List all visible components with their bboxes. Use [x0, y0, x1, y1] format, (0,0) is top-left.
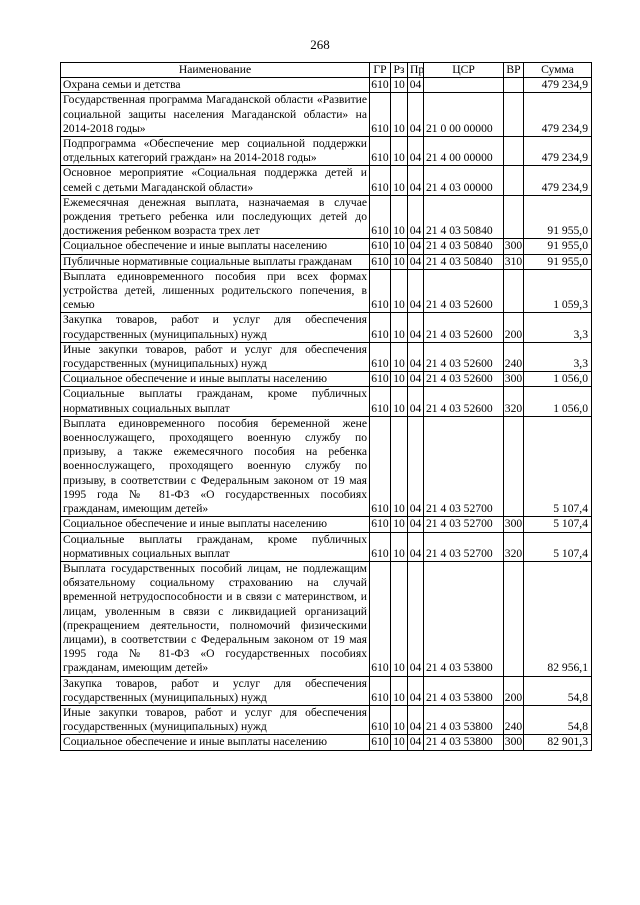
- cell-vr: 300: [504, 372, 523, 386]
- cell-name: Социальное обеспечение и иные выплаты населению: [61, 735, 370, 750]
- cell-sum: 54,8: [524, 676, 592, 705]
- cell-rz: 10: [391, 532, 408, 561]
- cell-rz: 10: [391, 735, 408, 750]
- cell-vr: 240: [504, 705, 524, 734]
- cell-vr: 300: [504, 517, 523, 531]
- cell-gr: 610: [370, 342, 391, 371]
- cell-gr: 610: [370, 532, 391, 561]
- table-row: [61, 78, 592, 93]
- cell-name: Выплата единовременного пособия при всех формах устройства детей, лишенных родительского попечения, в семью: [61, 269, 370, 313]
- cell-vr: [504, 137, 524, 166]
- cell-name: Выплата единовременного пособия беременной жене военнослужащего, проходящего военную службу по призыву, а также ежемесячного пособия на ребенка военнослужащего, проходящего военную службу по призыву, в соответствии с Федеральным законом от 19 мая 1995 года № 81-ФЗ «О государственных пособиях гражданам, имеющим детей»: [61, 416, 370, 516]
- cell-gr: 610: [370, 93, 391, 137]
- cell-csr: 21 4 03 50840: [424, 254, 504, 269]
- cell-rz: 10: [391, 137, 408, 166]
- cell-gr: 610: [371, 78, 389, 92]
- cell-sum: 479 234,9: [524, 137, 592, 166]
- table-row: [61, 93, 592, 137]
- cell-vr: 310: [504, 254, 523, 268]
- cell-csr: 21 4 03 52600: [424, 313, 504, 342]
- cell-sum: 5 107,4: [524, 517, 592, 532]
- cell-rz: 10: [391, 269, 408, 313]
- table-row: [61, 705, 592, 734]
- cell-csr: 21 4 03 52700: [424, 416, 504, 516]
- cell-pr: 04: [408, 137, 424, 166]
- cell-sum: 82 901,3: [524, 735, 592, 750]
- cell-sum: 5 107,4: [524, 416, 592, 516]
- table-row: [61, 532, 592, 561]
- cell-vr: [504, 78, 524, 93]
- cell-vr: 200: [504, 676, 524, 705]
- cell-gr: 610: [370, 705, 391, 734]
- cell-sum: 91 955,0: [524, 239, 592, 254]
- cell-pr: 04: [408, 239, 424, 254]
- header-name: Наименование: [61, 63, 370, 78]
- cell-rz: 10: [391, 416, 408, 516]
- cell-sum: 1 056,0: [524, 372, 592, 387]
- cell-gr: 610: [370, 166, 391, 195]
- cell-rz: 10: [391, 342, 408, 371]
- cell-name: Основное мероприятие «Социальная поддержка детей и семей с детьми Магаданской области»: [61, 166, 370, 195]
- cell-csr: 21 4 03 52600: [424, 387, 504, 416]
- cell-name: Иные закупки товаров, работ и услуг для обеспечения государственных (муниципальных) нужд: [61, 705, 370, 734]
- cell-gr: 610: [371, 735, 389, 749]
- cell-csr: 21 4 03 50840: [424, 239, 504, 254]
- cell-vr: 320: [504, 532, 524, 561]
- cell-vr: [504, 93, 524, 137]
- cell-gr: 610: [370, 313, 391, 342]
- cell-pr: 04: [408, 416, 424, 516]
- cell-rz: 10: [391, 78, 408, 93]
- cell-csr: 21 4 03 52600: [424, 372, 504, 387]
- table-row: [61, 416, 592, 516]
- cell-sum: 82 956,1: [524, 561, 592, 676]
- cell-sum: 479 234,9: [524, 78, 592, 93]
- cell-pr: 04: [408, 532, 424, 561]
- cell-vr: 200: [504, 313, 524, 342]
- table-row: [61, 269, 592, 313]
- cell-name: Социальное обеспечение и иные выплаты населению: [61, 372, 370, 387]
- cell-sum: 3,3: [524, 342, 592, 371]
- cell-name: Закупка товаров, работ и услуг для обеспечения государственных (муниципальных) нужд: [61, 313, 370, 342]
- cell-pr: 04: [408, 78, 424, 93]
- cell-name: Закупка товаров, работ и услуг для обеспечения государственных (муниципальных) нужд: [61, 676, 370, 705]
- cell-pr: 04: [408, 372, 424, 387]
- cell-sum: 3,3: [524, 313, 592, 342]
- header-rz: Рз: [391, 63, 408, 78]
- table-row: [61, 195, 592, 239]
- cell-rz: 10: [391, 372, 408, 387]
- cell-pr: 04: [408, 166, 424, 195]
- header-csr: ЦСР: [424, 63, 504, 78]
- cell-csr: 21 4 03 52600: [424, 342, 504, 371]
- cell-gr: 610: [371, 254, 389, 268]
- cell-pr: 04: [408, 254, 424, 269]
- cell-csr: 21 4 03 52700: [424, 532, 504, 561]
- cell-gr: 610: [370, 137, 391, 166]
- cell-pr: 04: [408, 387, 424, 416]
- cell-sum: 1 056,0: [524, 387, 592, 416]
- cell-rz: 10: [391, 239, 408, 254]
- cell-vr: [504, 166, 524, 195]
- cell-csr: 21 4 03 53800: [424, 705, 504, 734]
- cell-pr: 04: [408, 561, 424, 676]
- table-row: [61, 313, 592, 342]
- cell-pr: 04: [408, 705, 424, 734]
- cell-gr: 610: [370, 269, 391, 313]
- cell-gr: 610: [371, 372, 389, 386]
- cell-rz: 10: [391, 166, 408, 195]
- cell-name: Государственная программа Магаданской области «Развитие социальной защиты населения Магаданской области» на 2014-2018 годы»: [61, 93, 370, 137]
- cell-name: Социальное обеспечение и иные выплаты населению: [61, 517, 370, 532]
- cell-rz: 10: [391, 705, 408, 734]
- table-row: [61, 561, 592, 676]
- cell-sum: 91 955,0: [524, 254, 592, 269]
- table-row: [61, 517, 592, 532]
- cell-pr: 04: [408, 735, 424, 750]
- cell-csr: 21 4 03 53800: [424, 735, 504, 750]
- cell-csr: 21 4 03 52700: [424, 517, 504, 532]
- cell-rz: 10: [391, 254, 408, 269]
- cell-sum: 479 234,9: [524, 93, 592, 137]
- cell-gr: 610: [370, 676, 391, 705]
- cell-sum: 1 059,3: [524, 269, 592, 313]
- cell-name: Охрана семьи и детства: [61, 78, 370, 93]
- header-gr: ГР: [370, 63, 391, 78]
- cell-pr: 04: [408, 269, 424, 313]
- cell-vr: 300: [504, 735, 523, 749]
- cell-vr: 300: [504, 239, 523, 253]
- cell-pr: 04: [408, 313, 424, 342]
- cell-csr: 21 4 00 00000: [424, 137, 504, 166]
- cell-vr: [504, 561, 524, 676]
- cell-name: Социальные выплаты гражданам, кроме публичных нормативных социальных выплат: [61, 387, 370, 416]
- cell-name: Выплата государственных пособий лицам, не подлежащим обязательному социальному страхованию на случай временной нетрудоспособности и в связи с материнством, и лицам, уволенным в связи с ликвидацией организаций (прекращением деятельности, полномочий физическими лицами), в соответствии с Федеральным законом от 19 мая 1995 года № 81-ФЗ «О государственных пособиях гражданам, имеющим детей»: [61, 561, 370, 676]
- cell-sum: 54,8: [524, 705, 592, 734]
- table-row: [61, 342, 592, 371]
- cell-pr: 04: [408, 676, 424, 705]
- cell-vr: 240: [504, 342, 524, 371]
- cell-sum: 479 234,9: [524, 166, 592, 195]
- table-row: [61, 239, 592, 254]
- cell-vr: [504, 269, 524, 313]
- budget-table: [60, 62, 592, 751]
- cell-csr: 21 4 03 53800: [424, 561, 504, 676]
- cell-csr: 21 0 00 00000: [424, 93, 504, 137]
- cell-sum: 5 107,4: [524, 532, 592, 561]
- cell-rz: 10: [391, 93, 408, 137]
- table-row: [61, 166, 592, 195]
- cell-csr: 21 4 03 53800: [424, 676, 504, 705]
- cell-rz: 10: [391, 195, 408, 239]
- cell-pr: 04: [408, 517, 424, 532]
- cell-csr: 21 4 03 50840: [424, 195, 504, 239]
- cell-gr: 610: [370, 387, 391, 416]
- cell-rz: 10: [391, 676, 408, 705]
- cell-name: Социальные выплаты гражданам, кроме публичных нормативных социальных выплат: [61, 532, 370, 561]
- table-row: [61, 676, 592, 705]
- cell-name: Ежемесячная денежная выплата, назначаемая в случае рождения третьего ребенка или последующих детей до достижения ребенком возраста трех лет: [61, 195, 370, 239]
- page-number: 268: [310, 37, 330, 52]
- header-vr: ВР: [504, 63, 524, 78]
- cell-gr: 610: [370, 561, 391, 676]
- table-row: [61, 254, 592, 269]
- cell-sum: 91 955,0: [524, 195, 592, 239]
- cell-gr: 610: [371, 239, 389, 253]
- cell-gr: 610: [370, 416, 391, 516]
- table-header-row: [61, 63, 592, 78]
- table-row: [61, 735, 592, 750]
- cell-vr: 320: [504, 387, 524, 416]
- cell-pr: 04: [408, 195, 424, 239]
- header-pr: Пр: [408, 63, 424, 78]
- cell-rz: 10: [391, 387, 408, 416]
- table-body: [61, 78, 592, 750]
- cell-gr: 610: [371, 517, 389, 531]
- table-row: [61, 137, 592, 166]
- cell-vr: [504, 416, 524, 516]
- cell-rz: 10: [391, 561, 408, 676]
- cell-rz: 10: [391, 313, 408, 342]
- cell-rz: 10: [391, 517, 408, 532]
- table-row: [61, 372, 592, 387]
- header-sum: Сумма: [524, 63, 592, 78]
- cell-gr: 610: [370, 195, 391, 239]
- cell-name: Подпрограмма «Обеспечение мер социальной поддержки отдельных категорий граждан» на 2014-2018 годы»: [61, 137, 370, 166]
- cell-csr: [424, 78, 504, 93]
- cell-csr: 21 4 03 52600: [424, 269, 504, 313]
- table-row: [61, 387, 592, 416]
- cell-csr: 21 4 03 00000: [424, 166, 504, 195]
- cell-vr: [504, 195, 524, 239]
- cell-pr: 04: [408, 342, 424, 371]
- cell-name: Социальное обеспечение и иные выплаты населению: [61, 239, 370, 254]
- cell-pr: 04: [408, 93, 424, 137]
- cell-name: Иные закупки товаров, работ и услуг для обеспечения государственных (муниципальных) нужд: [61, 342, 370, 371]
- cell-name: Публичные нормативные социальные выплаты гражданам: [61, 254, 370, 269]
